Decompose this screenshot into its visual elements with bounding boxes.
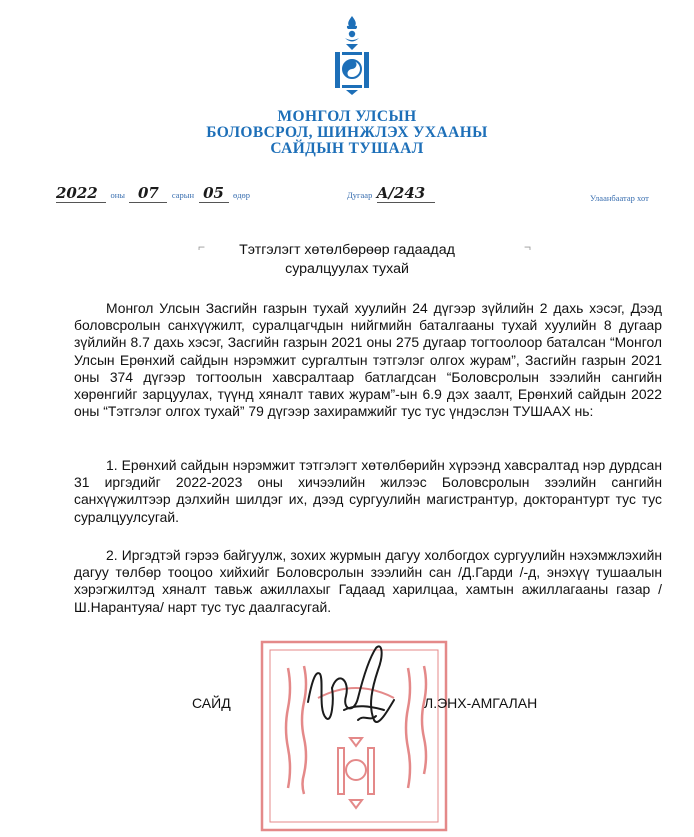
ministry-title-line1: МОНГОЛ УЛСЫН <box>277 108 417 125</box>
date-month-label: сарын <box>171 190 195 200</box>
signatory-title: САЙД <box>192 695 231 711</box>
order-number: A/243 <box>377 184 435 203</box>
date-day-label: өдөр <box>232 190 251 200</box>
subject-left-bracket: ⌐ <box>198 240 206 254</box>
date-month: 07 <box>129 184 167 203</box>
date-year-label: оны <box>110 190 125 200</box>
place-label: Улаанбаатар хот <box>590 193 649 203</box>
body-paragraph-preamble: Монгол Улсын Засгийн газрын тухай хуулийн 24 дүгээр зүйлийн 2 дахь хэсэг, Дээд боловсролын санхүүжилт, суралцагчдын нийгмийн баталгааны тухай хуулийн 8 дугаар зүйлийн 8.7 дахь хэсэг, Засгийн газрын 2021 оны 275 дугаар тогтоолоор баталсан “Монгол Улсын Ерөнхий сайдын нэрэмжит сургалтын тэтгэлэг олгох журам”, Засгийн газрын 2021 оны 374 дүгээр тогтоолын хавсралтаар батлагдсан “Боловсролын зээлийн сангийн хөрөнгийг зарцуулах, түүнд хяналт тавих журам”-ын 6.9 дэх заалт, Ерөнхий сайдын 2022 оны “Тэтгэлэг олгох тухай” 79 дүгээр захирамжийг тус тус үндэслэн ТУШААХ нь: <box>74 300 662 420</box>
date-line <box>56 184 250 203</box>
order-number-line <box>347 184 435 203</box>
body-paragraph-item-2: 2. Иргэдтэй гэрээ байгуулж, зохих журмын дагуу холбогдох сургуулийн нэхэмжлэхийн дагуу төлбөр тооцоо хийхийг Боловсролын зээлийн сан /Д.Гарди /-д, энэхүү тушаалын хэрэгжилтэд хяналт тавьж ажиллахыг Гадаад харилцаа, хамтын ажиллагааны газар /Ш.Нарантуяа/ нарт тус тус даалгасугай. <box>74 547 662 615</box>
order-title: САЙДЫН ТУШААЛ <box>270 140 424 157</box>
date-day: 05 <box>199 184 229 203</box>
subject-line1: Тэтгэлэгт хөтөлбөрөөр гадаадад <box>239 242 455 258</box>
body-paragraph-item-1: 1. Ерөнхий сайдын нэрэмжит тэтгэлэгт хөтөлбөрийн хүрээнд хавсралтад нэр дурдсан 31 иргэдийг 2022-2023 оны хичээлийн жилээс Боловсролын зээлийн сангийн санхүүжилтээр дэлхийн шилдэг их, дээд сургуулийн магистрантур, докторантурт тус тус суралцуулсугай. <box>74 457 662 525</box>
order-number-label: Дугаар <box>347 190 373 200</box>
signatory-name: Л.ЭНХ-АМГАЛАН <box>424 695 538 711</box>
date-year: 2022 <box>56 184 106 203</box>
subject-right-bracket: ¬ <box>524 240 532 254</box>
handwritten-signature-icon <box>298 640 402 740</box>
soyombo-emblem-icon <box>329 14 375 96</box>
subject-line2: суралцуулах тухай <box>285 261 409 277</box>
ministry-title-line2: БОЛОВСРОЛ, ШИНЖЛЭХ УХААНЫ <box>206 124 488 141</box>
